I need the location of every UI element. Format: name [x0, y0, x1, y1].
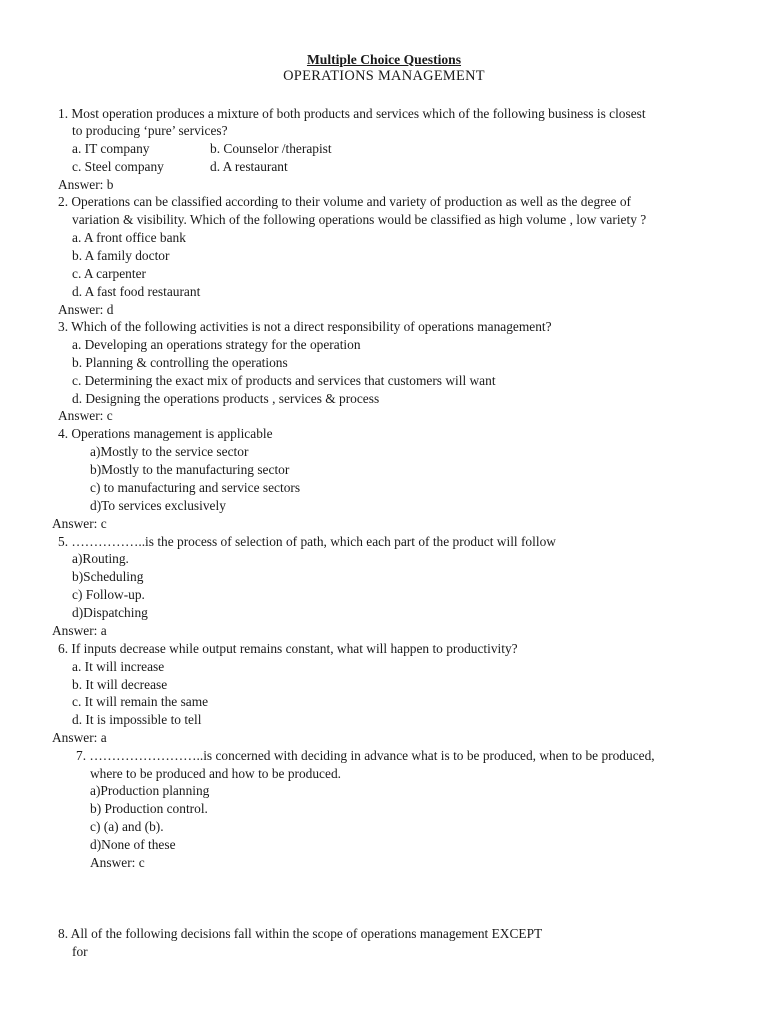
- question-2-stem: 2. Operations can be classified according to their volume and variety of production as well as the degree of: [58, 194, 631, 209]
- question-7-option-b: b) Production control.: [90, 801, 208, 816]
- question-3-option-d: d. Designing the operations products , services & process: [72, 391, 380, 406]
- question-7-stem: 7. ……………………..is concerned with deciding in advance what is to be produced, when to be produced,: [76, 748, 655, 763]
- question-2-answer: Answer: d: [58, 302, 114, 317]
- question-7-option-d: d)None of these: [90, 837, 176, 852]
- question-5-answer: Answer: a: [52, 623, 107, 638]
- question-7-answer: Answer: c: [90, 855, 145, 870]
- question-3-answer: Answer: c: [58, 408, 113, 423]
- question-1-option-a: a. IT company: [72, 141, 150, 156]
- question-8-stem: 8. All of the following decisions fall within the scope of operations management EXCEPT: [58, 926, 543, 941]
- question-2-option-d: d. A fast food restaurant: [72, 284, 201, 299]
- question-1-option-d: d. A restaurant: [210, 159, 288, 174]
- question-5-stem: 5. ……………..is the process of selection of path, which each part of the product will follow: [58, 534, 556, 549]
- document-title: Multiple Choice Questions: [306, 52, 462, 67]
- question-6-stem: 6. If inputs decrease while output remains constant, what will happen to productivity?: [58, 641, 518, 656]
- question-4-stem: 4. Operations management is applicable: [58, 426, 273, 441]
- question-6-option-b: b. It will decrease: [72, 677, 168, 692]
- question-4-option-c: c) to manufacturing and service sectors: [90, 480, 301, 495]
- question-4-option-d: d)To services exclusively: [90, 498, 226, 513]
- question-4-option-a: a)Mostly to the service sector: [90, 444, 249, 459]
- question-2-option-a: a. A front office bank: [72, 230, 186, 245]
- question-7-stem-cont: where to be produced and how to be produced.: [90, 766, 341, 781]
- question-6-option-a: a. It will increase: [72, 659, 165, 674]
- question-2-stem-cont: variation & visibility. Which of the following operations would be classified as high volume , low variety ?: [72, 212, 647, 227]
- question-4-option-b: b)Mostly to the manufacturing sector: [90, 462, 290, 477]
- document-subtitle: OPERATIONS MANAGEMENT: [283, 68, 485, 84]
- question-1-stem-cont: to producing ‘pure’ services?: [72, 123, 228, 138]
- question-3-option-a: a. Developing an operations strategy for the operation: [72, 337, 361, 352]
- question-5-option-a: a)Routing.: [72, 551, 129, 566]
- question-5-option-b: b)Scheduling: [72, 569, 144, 584]
- question-7-option-a: a)Production planning: [90, 783, 210, 798]
- question-7-option-c: c) (a) and (b).: [90, 819, 164, 834]
- question-2-option-b: b. A family doctor: [72, 248, 170, 263]
- question-3-stem: 3. Which of the following activities is not a direct responsibility of operations management?: [58, 319, 552, 334]
- question-8-stem-cont: for: [72, 944, 88, 959]
- question-4-answer: Answer: c: [52, 516, 107, 531]
- question-1-stem: 1. Most operation produces a mixture of both products and services which of the following business is closest: [58, 106, 646, 121]
- question-2-option-c: c. A carpenter: [72, 266, 146, 281]
- question-6-option-c: c. It will remain the same: [72, 694, 209, 709]
- question-1-option-c: c. Steel company: [72, 159, 164, 174]
- question-3-option-c: c. Determining the exact mix of products and services that customers will want: [72, 373, 496, 388]
- question-3-option-b: b. Planning & controlling the operations: [72, 355, 288, 370]
- question-6-answer: Answer: a: [52, 730, 107, 745]
- question-1-option-b: b. Counselor /therapist: [210, 141, 332, 156]
- question-1-answer: Answer: b: [58, 177, 114, 192]
- question-6-option-d: d. It is impossible to tell: [72, 712, 202, 727]
- question-5-option-c: c) Follow-up.: [72, 587, 145, 602]
- question-5-option-d: d)Dispatching: [72, 605, 148, 620]
